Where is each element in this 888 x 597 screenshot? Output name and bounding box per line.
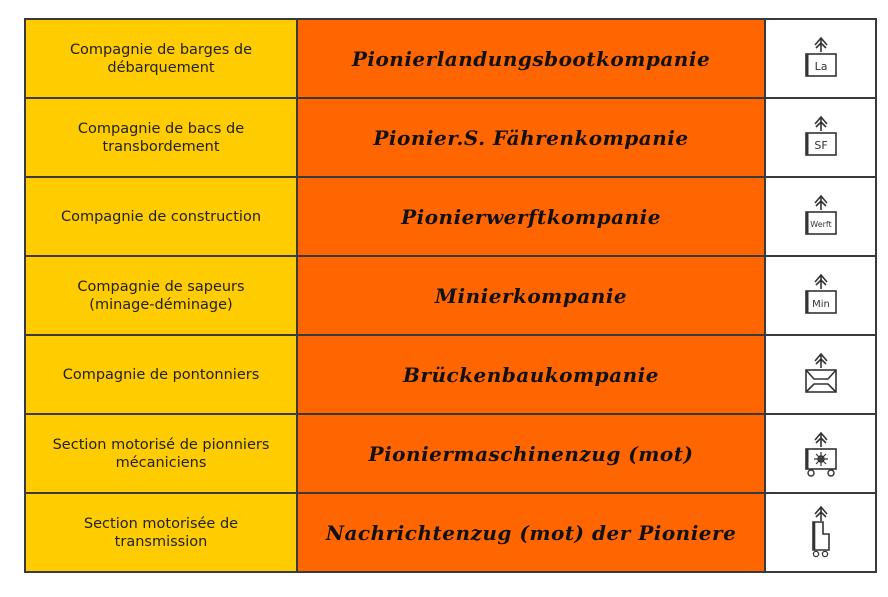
symbol-cell (765, 98, 876, 177)
symbol-label: Min (811, 298, 830, 310)
symbol-cell (765, 335, 876, 414)
french-name-cell (25, 335, 297, 414)
german-name-cell (297, 19, 765, 98)
french-name: Compagnie de barges de débarquement (69, 41, 253, 76)
pioneer-shipyard-company-symbol-icon (801, 192, 841, 242)
symbol-cell (765, 256, 876, 335)
pioneer-boat-company-symbol-icon (801, 34, 841, 84)
symbol-label: Werft (809, 219, 832, 229)
table-row (25, 19, 876, 98)
bridge-building-company-symbol-icon (801, 350, 841, 400)
french-name-cell (25, 19, 297, 98)
table-row (25, 98, 876, 177)
french-name: Section motorisée de transmission (83, 515, 239, 550)
table-row (25, 414, 876, 493)
german-name-cell (297, 414, 765, 493)
german-name: Brückenbaukompanie (403, 362, 659, 387)
signals-platoon-symbol-icon (801, 505, 841, 561)
pioneer-machine-platoon-symbol-icon (801, 429, 841, 479)
symbol-cell (765, 414, 876, 493)
german-name: Pionierlandungsbootkompanie (351, 46, 711, 71)
french-name-cell (25, 414, 297, 493)
symbol-cell (765, 493, 876, 572)
table-row (25, 177, 876, 256)
table-row (25, 256, 876, 335)
symbol-cell (765, 19, 876, 98)
french-name: Section motorisé de pionniers mécaniciens (52, 436, 270, 471)
french-name: Compagnie de pontonniers (62, 366, 260, 383)
french-name-cell (25, 493, 297, 572)
french-name: Compagnie de construction (60, 208, 262, 225)
unit-table (24, 18, 877, 573)
symbol-label: SF (813, 138, 828, 152)
french-name-cell (25, 98, 297, 177)
german-name-cell (297, 335, 765, 414)
german-name: Nachrichtenzug (mot) der Pioniere (325, 520, 737, 545)
pioneer-ferry-company-symbol-icon (801, 113, 841, 163)
table-row (25, 335, 876, 414)
german-name: Pioniermaschinenzug (mot) (368, 441, 694, 466)
german-name-cell (297, 177, 765, 256)
table-row (25, 493, 876, 572)
symbol-label: La (814, 59, 827, 73)
german-name-cell (297, 98, 765, 177)
german-name: Pionier.S. Fährenkompanie (373, 125, 689, 150)
french-name: Compagnie de sapeurs (minage-déminage) (77, 278, 245, 313)
german-name-cell (297, 493, 765, 572)
german-name-cell (297, 256, 765, 335)
german-name: Pionierwerftkompanie (401, 204, 661, 229)
symbol-cell (765, 177, 876, 256)
german-name: Minierkompanie (434, 283, 628, 308)
mining-company-symbol-icon (801, 271, 841, 321)
french-name-cell (25, 177, 297, 256)
french-name: Compagnie de bacs de transbordement (77, 120, 245, 155)
french-name-cell (25, 256, 297, 335)
